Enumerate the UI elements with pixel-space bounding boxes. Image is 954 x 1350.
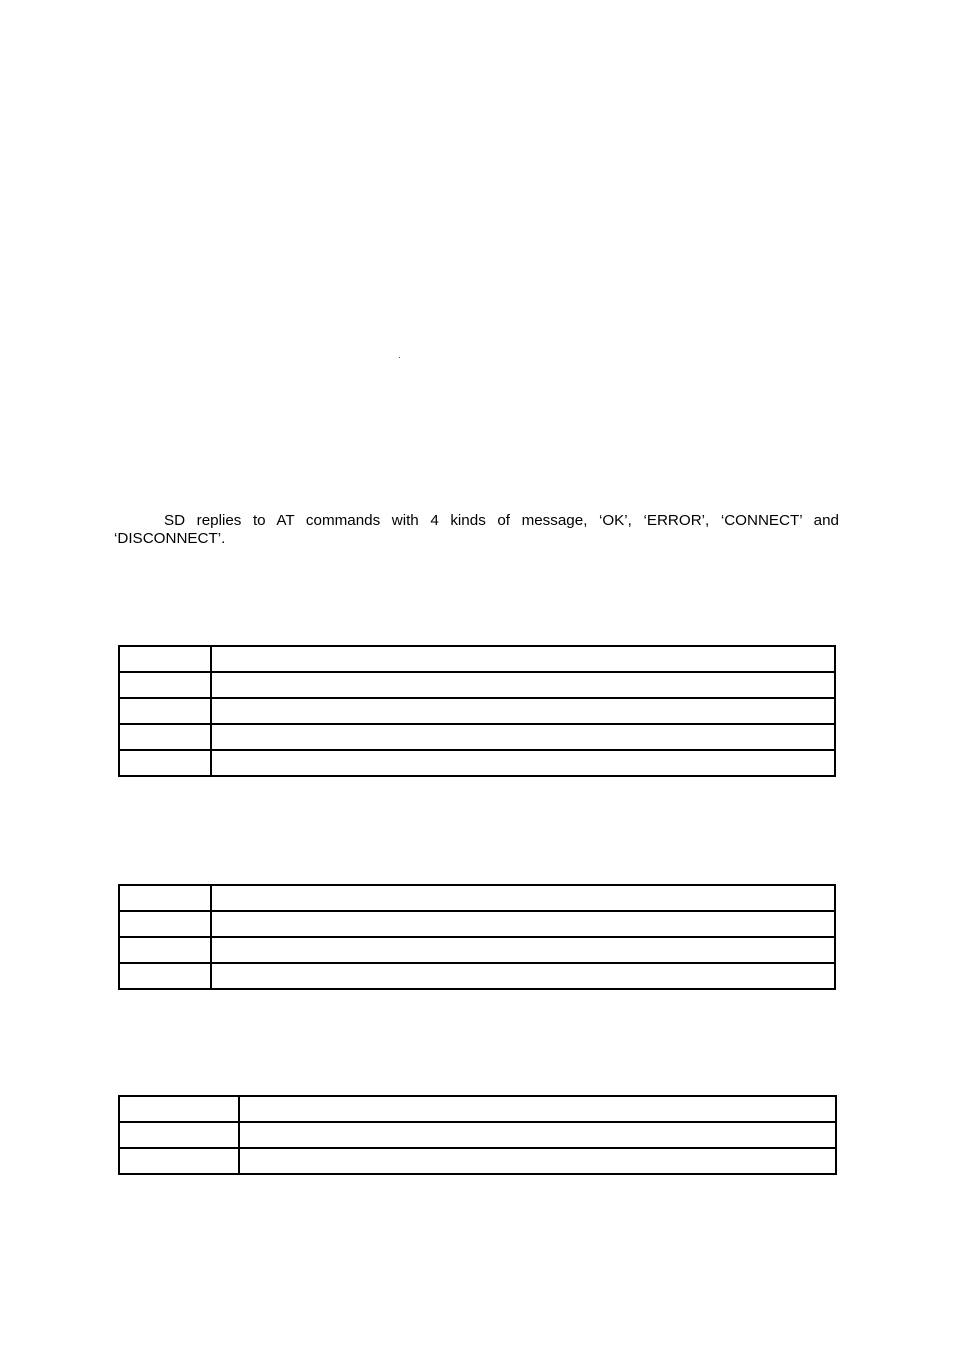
- table-cell-value: [239, 1096, 836, 1122]
- table-row: [119, 963, 835, 989]
- table-cell-value: [211, 672, 835, 698]
- table-cell-value: [211, 937, 835, 963]
- scan-speck: [399, 357, 400, 358]
- table-cell-label: [119, 672, 211, 698]
- table-cell-value: [211, 750, 835, 776]
- table-cell-label: [119, 937, 211, 963]
- table-cell-value: [239, 1148, 836, 1174]
- table-cell-label: [119, 885, 211, 911]
- table-cell-value: [211, 646, 835, 672]
- table-row: [119, 937, 835, 963]
- body-paragraph: SD replies to AT commands with 4 kinds of message, ‘OK’, ‘ERROR’, ‘CONNECT’ and ‘DISCONNECT’.: [114, 512, 839, 547]
- table-cell-label: [119, 1122, 239, 1148]
- response-table-2: [118, 884, 836, 990]
- table-row: [119, 1096, 836, 1122]
- table-row: [119, 750, 835, 776]
- table-cell-label: [119, 911, 211, 937]
- table-cell-label: [119, 1096, 239, 1122]
- table-row: [119, 885, 835, 911]
- table-cell-value: [211, 963, 835, 989]
- table-cell-label: [119, 750, 211, 776]
- table-cell-label: [119, 724, 211, 750]
- table-row: [119, 1148, 836, 1174]
- table-cell-value: [211, 885, 835, 911]
- table-row: [119, 672, 835, 698]
- table-row: [119, 724, 835, 750]
- table-cell-label: [119, 698, 211, 724]
- response-table-1: [118, 645, 836, 777]
- table-row: [119, 698, 835, 724]
- table-cell-label: [119, 1148, 239, 1174]
- table-cell-label: [119, 963, 211, 989]
- table-cell-value: [211, 724, 835, 750]
- table-cell-label: [119, 646, 211, 672]
- table-row: [119, 1122, 836, 1148]
- response-table-3: [118, 1095, 837, 1175]
- table-cell-value: [211, 911, 835, 937]
- table-row: [119, 646, 835, 672]
- table-cell-value: [239, 1122, 836, 1148]
- table-row: [119, 911, 835, 937]
- table-cell-value: [211, 698, 835, 724]
